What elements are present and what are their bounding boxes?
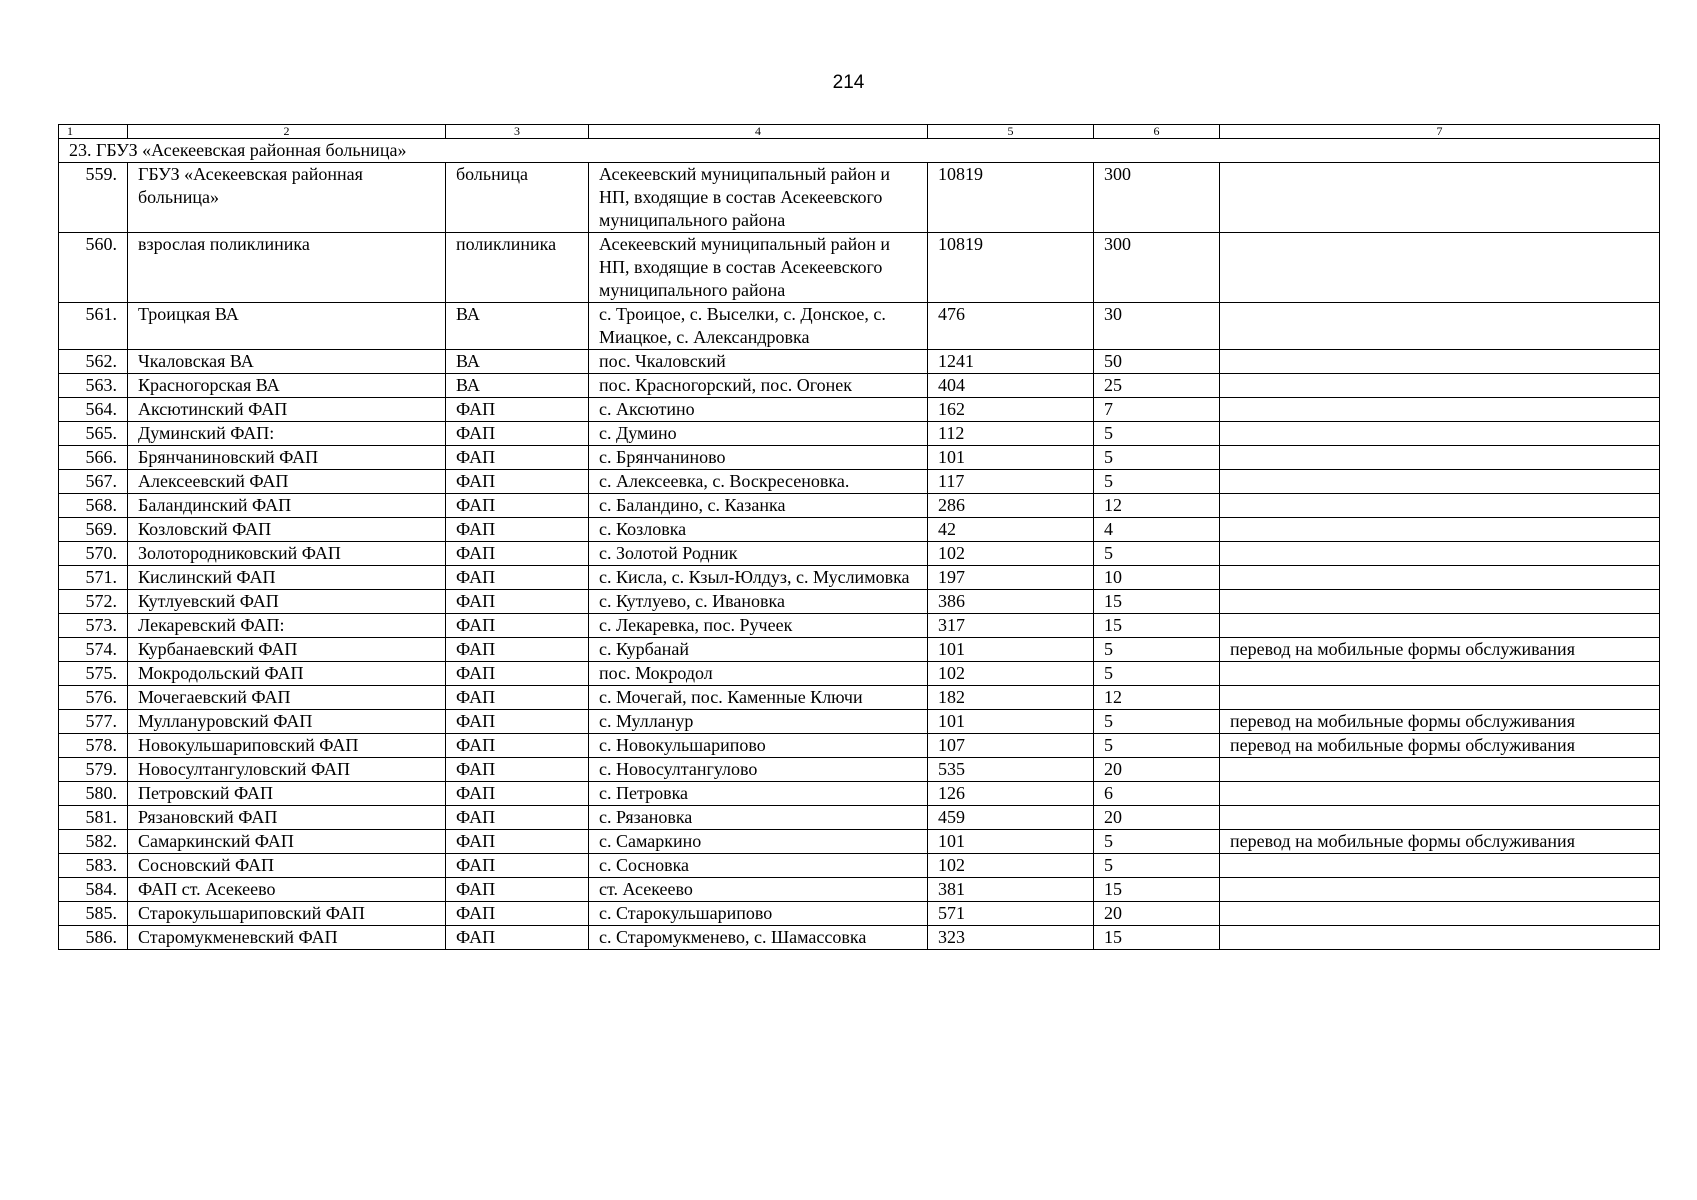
row-number: 585. bbox=[59, 902, 128, 926]
capacity: 15 bbox=[1094, 590, 1220, 614]
capacity: 6 bbox=[1094, 782, 1220, 806]
table-row bbox=[59, 782, 1660, 806]
note bbox=[1220, 350, 1660, 374]
row-number: 580. bbox=[59, 782, 128, 806]
capacity: 5 bbox=[1094, 638, 1220, 662]
note bbox=[1220, 758, 1660, 782]
note bbox=[1220, 398, 1660, 422]
facility-name: Красногорская ВА bbox=[128, 374, 446, 398]
population: 476 bbox=[928, 303, 1094, 350]
facility-name: Новосултангуловский ФАП bbox=[128, 758, 446, 782]
capacity: 5 bbox=[1094, 854, 1220, 878]
row-number: 570. bbox=[59, 542, 128, 566]
facility-type: ФАП bbox=[446, 686, 589, 710]
population: 102 bbox=[928, 662, 1094, 686]
note bbox=[1220, 686, 1660, 710]
note: перевод на мобильные формы обслуживания bbox=[1220, 734, 1660, 758]
table-row bbox=[59, 542, 1660, 566]
service-area: с. Курбанай bbox=[589, 638, 928, 662]
facility-name: Петровский ФАП bbox=[128, 782, 446, 806]
facility-type: ФАП bbox=[446, 662, 589, 686]
table-row bbox=[59, 398, 1660, 422]
note bbox=[1220, 470, 1660, 494]
facility-name: Новокульшариповский ФАП bbox=[128, 734, 446, 758]
capacity: 5 bbox=[1094, 542, 1220, 566]
capacity: 50 bbox=[1094, 350, 1220, 374]
note bbox=[1220, 542, 1660, 566]
table-row bbox=[59, 614, 1660, 638]
note bbox=[1220, 446, 1660, 470]
service-area: с. Аксютино bbox=[589, 398, 928, 422]
facility-name: Аксютинский ФАП bbox=[128, 398, 446, 422]
row-number: 573. bbox=[59, 614, 128, 638]
table-row bbox=[59, 374, 1660, 398]
capacity: 5 bbox=[1094, 422, 1220, 446]
facility-type: ВА bbox=[446, 350, 589, 374]
table-row bbox=[59, 422, 1660, 446]
population: 102 bbox=[928, 854, 1094, 878]
facility-name: Старокульшариповский ФАП bbox=[128, 902, 446, 926]
capacity: 30 bbox=[1094, 303, 1220, 350]
facility-type: ФАП bbox=[446, 926, 589, 950]
note: перевод на мобильные формы обслуживания bbox=[1220, 830, 1660, 854]
row-number: 586. bbox=[59, 926, 128, 950]
row-number: 577. bbox=[59, 710, 128, 734]
col-header-2: 2 bbox=[128, 125, 446, 139]
facility-name: Алексеевский ФАП bbox=[128, 470, 446, 494]
service-area: с. Старокульшарипово bbox=[589, 902, 928, 926]
table-row bbox=[59, 566, 1660, 590]
population: 117 bbox=[928, 470, 1094, 494]
capacity: 5 bbox=[1094, 662, 1220, 686]
col-header-4: 4 bbox=[589, 125, 928, 139]
population: 571 bbox=[928, 902, 1094, 926]
table-row bbox=[59, 163, 1660, 233]
facility-type: ФАП bbox=[446, 902, 589, 926]
population: 112 bbox=[928, 422, 1094, 446]
population: 286 bbox=[928, 494, 1094, 518]
note bbox=[1220, 163, 1660, 233]
table-row bbox=[59, 494, 1660, 518]
capacity: 20 bbox=[1094, 806, 1220, 830]
population: 42 bbox=[928, 518, 1094, 542]
row-number: 560. bbox=[59, 233, 128, 303]
facility-type: ФАП bbox=[446, 518, 589, 542]
row-number: 559. bbox=[59, 163, 128, 233]
facility-name: Баландинский ФАП bbox=[128, 494, 446, 518]
facility-type: ФАП bbox=[446, 854, 589, 878]
capacity: 5 bbox=[1094, 830, 1220, 854]
population: 197 bbox=[928, 566, 1094, 590]
facility-type: больница bbox=[446, 163, 589, 233]
population: 535 bbox=[928, 758, 1094, 782]
facility-name: Мочегаевский ФАП bbox=[128, 686, 446, 710]
population: 182 bbox=[928, 686, 1094, 710]
service-area: с. Лекаревка, пос. Ручеек bbox=[589, 614, 928, 638]
note: перевод на мобильные формы обслуживания bbox=[1220, 710, 1660, 734]
facility-name: Старомукменевский ФАП bbox=[128, 926, 446, 950]
facility-type: ФАП bbox=[446, 830, 589, 854]
table-row bbox=[59, 854, 1660, 878]
note bbox=[1220, 662, 1660, 686]
facility-name: Лекаревский ФАП: bbox=[128, 614, 446, 638]
facility-name: Думинский ФАП: bbox=[128, 422, 446, 446]
service-area: с. Мочегай, пос. Каменные Ключи bbox=[589, 686, 928, 710]
note bbox=[1220, 233, 1660, 303]
service-area: с. Троицое, с. Выселки, с. Донское, с. Миацкое, с. Александровка bbox=[589, 303, 928, 350]
service-area: с. Старомукменево, с. Шамассовка bbox=[589, 926, 928, 950]
facility-name: Сосновский ФАП bbox=[128, 854, 446, 878]
capacity: 4 bbox=[1094, 518, 1220, 542]
population: 323 bbox=[928, 926, 1094, 950]
col-header-3: 3 bbox=[446, 125, 589, 139]
population: 101 bbox=[928, 638, 1094, 662]
population: 459 bbox=[928, 806, 1094, 830]
capacity: 300 bbox=[1094, 163, 1220, 233]
facility-type: поликлиника bbox=[446, 233, 589, 303]
population: 107 bbox=[928, 734, 1094, 758]
population: 10819 bbox=[928, 163, 1094, 233]
facility-name: ГБУЗ «Асекеевская районная больница» bbox=[128, 163, 446, 233]
population: 1241 bbox=[928, 350, 1094, 374]
row-number: 583. bbox=[59, 854, 128, 878]
row-number: 582. bbox=[59, 830, 128, 854]
note bbox=[1220, 494, 1660, 518]
facility-type: ФАП bbox=[446, 470, 589, 494]
table-row bbox=[59, 638, 1660, 662]
note: перевод на мобильные формы обслуживания bbox=[1220, 638, 1660, 662]
capacity: 20 bbox=[1094, 902, 1220, 926]
note bbox=[1220, 303, 1660, 350]
col-header-5: 5 bbox=[928, 125, 1094, 139]
table-row bbox=[59, 710, 1660, 734]
facility-type: ФАП bbox=[446, 614, 589, 638]
facility-name: взрослая поликлиника bbox=[128, 233, 446, 303]
page-number: 214 bbox=[832, 72, 865, 93]
capacity: 300 bbox=[1094, 233, 1220, 303]
capacity: 12 bbox=[1094, 686, 1220, 710]
row-number: 565. bbox=[59, 422, 128, 446]
table-row bbox=[59, 662, 1660, 686]
row-number: 563. bbox=[59, 374, 128, 398]
facility-name: Троицкая ВА bbox=[128, 303, 446, 350]
service-area: с. Золотой Родник bbox=[589, 542, 928, 566]
capacity: 15 bbox=[1094, 926, 1220, 950]
facility-type: ФАП bbox=[446, 806, 589, 830]
note bbox=[1220, 854, 1660, 878]
table-row bbox=[59, 758, 1660, 782]
table-row bbox=[59, 350, 1660, 374]
row-number: 581. bbox=[59, 806, 128, 830]
table-row bbox=[59, 902, 1660, 926]
service-area: с. Брянчаниново bbox=[589, 446, 928, 470]
row-number: 579. bbox=[59, 758, 128, 782]
table-row bbox=[59, 806, 1660, 830]
section-row bbox=[59, 139, 1660, 163]
row-number: 571. bbox=[59, 566, 128, 590]
note bbox=[1220, 806, 1660, 830]
table-row bbox=[59, 734, 1660, 758]
population: 101 bbox=[928, 710, 1094, 734]
service-area: с. Сосновка bbox=[589, 854, 928, 878]
facility-type: ФАП bbox=[446, 422, 589, 446]
population: 101 bbox=[928, 446, 1094, 470]
table-row bbox=[59, 590, 1660, 614]
facility-name: Кислинский ФАП bbox=[128, 566, 446, 590]
note bbox=[1220, 374, 1660, 398]
service-area: Асекеевский муниципальный район и НП, входящие в состав Асекеевского муниципального района bbox=[589, 233, 928, 303]
facility-type: ФАП bbox=[446, 542, 589, 566]
capacity: 5 bbox=[1094, 734, 1220, 758]
row-number: 578. bbox=[59, 734, 128, 758]
col-header-1: 1 bbox=[59, 125, 128, 139]
capacity: 25 bbox=[1094, 374, 1220, 398]
capacity: 15 bbox=[1094, 614, 1220, 638]
facility-type: ФАП bbox=[446, 398, 589, 422]
facility-type: ФАП bbox=[446, 782, 589, 806]
table-row bbox=[59, 233, 1660, 303]
table-row bbox=[59, 518, 1660, 542]
population: 381 bbox=[928, 878, 1094, 902]
capacity: 5 bbox=[1094, 470, 1220, 494]
service-area: с. Новокульшарипово bbox=[589, 734, 928, 758]
population: 101 bbox=[928, 830, 1094, 854]
service-area: с. Рязановка bbox=[589, 806, 928, 830]
table-row bbox=[59, 830, 1660, 854]
service-area: Асекеевский муниципальный район и НП, входящие в состав Асекеевского муниципального района bbox=[589, 163, 928, 233]
service-area: с. Алексеевка, с. Воскресеновка. bbox=[589, 470, 928, 494]
facility-type: ФАП bbox=[446, 638, 589, 662]
service-area: с. Самаркино bbox=[589, 830, 928, 854]
service-area: с. Мулланур bbox=[589, 710, 928, 734]
note bbox=[1220, 878, 1660, 902]
capacity: 5 bbox=[1094, 446, 1220, 470]
service-area: пос. Красногорский, пос. Огонек bbox=[589, 374, 928, 398]
row-number: 564. bbox=[59, 398, 128, 422]
note bbox=[1220, 422, 1660, 446]
service-area: с. Думино bbox=[589, 422, 928, 446]
col-header-6: 6 bbox=[1094, 125, 1220, 139]
table-row bbox=[59, 470, 1660, 494]
service-area: с. Баландино, с. Казанка bbox=[589, 494, 928, 518]
note bbox=[1220, 566, 1660, 590]
row-number: 561. bbox=[59, 303, 128, 350]
facility-name: Золотородниковский ФАП bbox=[128, 542, 446, 566]
population: 317 bbox=[928, 614, 1094, 638]
facility-type: ВА bbox=[446, 303, 589, 350]
service-area: с. Новосултангулово bbox=[589, 758, 928, 782]
population: 102 bbox=[928, 542, 1094, 566]
row-number: 569. bbox=[59, 518, 128, 542]
table-row bbox=[59, 926, 1660, 950]
row-number: 567. bbox=[59, 470, 128, 494]
row-number: 576. bbox=[59, 686, 128, 710]
facility-type: ФАП bbox=[446, 494, 589, 518]
population: 162 bbox=[928, 398, 1094, 422]
facility-name: Козловский ФАП bbox=[128, 518, 446, 542]
row-number: 574. bbox=[59, 638, 128, 662]
capacity: 15 bbox=[1094, 878, 1220, 902]
capacity: 10 bbox=[1094, 566, 1220, 590]
population: 10819 bbox=[928, 233, 1094, 303]
facility-name: Чкаловская ВА bbox=[128, 350, 446, 374]
population: 404 bbox=[928, 374, 1094, 398]
facility-name: Брянчаниновский ФАП bbox=[128, 446, 446, 470]
facility-type: ФАП bbox=[446, 446, 589, 470]
facility-name: Курбанаевский ФАП bbox=[128, 638, 446, 662]
column-number-row bbox=[59, 125, 1660, 139]
note bbox=[1220, 926, 1660, 950]
capacity: 7 bbox=[1094, 398, 1220, 422]
facility-type: ФАП bbox=[446, 590, 589, 614]
service-area: с. Кисла, с. Кзыл-Юлдуз, с. Муслимовка bbox=[589, 566, 928, 590]
note bbox=[1220, 782, 1660, 806]
row-number: 562. bbox=[59, 350, 128, 374]
service-area: пос. Чкаловский bbox=[589, 350, 928, 374]
facility-name: Муллануровский ФАП bbox=[128, 710, 446, 734]
table-row bbox=[59, 446, 1660, 470]
row-number: 584. bbox=[59, 878, 128, 902]
facility-name: Мокродольский ФАП bbox=[128, 662, 446, 686]
note bbox=[1220, 590, 1660, 614]
facility-type: ФАП bbox=[446, 734, 589, 758]
facility-name: Самаркинский ФАП bbox=[128, 830, 446, 854]
service-area: пос. Мокродол bbox=[589, 662, 928, 686]
service-area: ст. Асекеево bbox=[589, 878, 928, 902]
table-row bbox=[59, 878, 1660, 902]
note bbox=[1220, 614, 1660, 638]
facility-type: ВА bbox=[446, 374, 589, 398]
facility-name: Кутлуевский ФАП bbox=[128, 590, 446, 614]
service-area: с. Петровка bbox=[589, 782, 928, 806]
capacity: 20 bbox=[1094, 758, 1220, 782]
facility-type: ФАП bbox=[446, 710, 589, 734]
service-area: с. Кутлуево, с. Ивановка bbox=[589, 590, 928, 614]
capacity: 12 bbox=[1094, 494, 1220, 518]
note bbox=[1220, 902, 1660, 926]
facility-type: ФАП bbox=[446, 878, 589, 902]
population: 126 bbox=[928, 782, 1094, 806]
facility-name: ФАП ст. Асекеево bbox=[128, 878, 446, 902]
note bbox=[1220, 518, 1660, 542]
section-title: 23. ГБУЗ «Асекеевская районная больница» bbox=[59, 139, 1660, 163]
row-number: 572. bbox=[59, 590, 128, 614]
population: 386 bbox=[928, 590, 1094, 614]
facility-name: Рязановский ФАП bbox=[128, 806, 446, 830]
facility-type: ФАП bbox=[446, 758, 589, 782]
row-number: 568. bbox=[59, 494, 128, 518]
facilities-table bbox=[58, 124, 1660, 950]
row-number: 575. bbox=[59, 662, 128, 686]
capacity: 5 bbox=[1094, 710, 1220, 734]
facility-type: ФАП bbox=[446, 566, 589, 590]
table-row bbox=[59, 686, 1660, 710]
row-number: 566. bbox=[59, 446, 128, 470]
service-area: с. Козловка bbox=[589, 518, 928, 542]
col-header-7: 7 bbox=[1220, 125, 1660, 139]
table-row bbox=[59, 303, 1660, 350]
